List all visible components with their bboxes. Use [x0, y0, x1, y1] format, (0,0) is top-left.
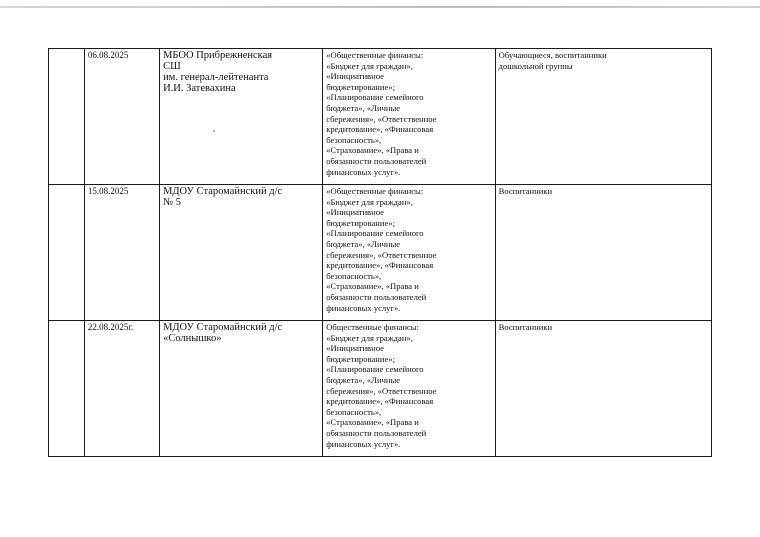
topic-line: финансовых услуг».	[326, 438, 401, 449]
topic-line: «Общественные финансы:	[326, 50, 424, 60]
audience-line: Воспитанники	[498, 322, 553, 332]
topic-line: «Инициативное	[326, 343, 384, 354]
topic-cell	[323, 185, 495, 321]
organization-cell	[160, 185, 323, 321]
topic-line: сбережения», «Ответственное	[326, 385, 437, 396]
scan-top-edge	[0, 6, 760, 8]
topic-line: Общественные финансы:	[326, 322, 419, 332]
topic-line: бюджетирование»;	[326, 353, 395, 364]
topic-cell	[323, 49, 495, 185]
audience-line: дошкольной группы	[498, 60, 573, 71]
topic-line: бюджета», «Личные	[326, 238, 401, 249]
schedule-table-body	[49, 49, 712, 457]
organization-line: СШ	[163, 61, 181, 72]
row-number-cell	[49, 321, 85, 457]
topic-line: сбережения», «Ответственное	[326, 249, 437, 260]
topic-line: кредитование», «Финансовая	[326, 124, 434, 135]
topic-cell	[323, 321, 495, 457]
organization-line: МДОУ Старомайнский д/с	[163, 322, 283, 333]
topic-line: «Бюджет для граждан»,	[326, 60, 413, 71]
organization-line: МБОО Прибрежненская	[163, 50, 273, 61]
topic-line: «Инициативное	[326, 207, 384, 218]
table-row	[49, 321, 712, 457]
date-cell: 15.08.2025	[84, 185, 159, 321]
topic-line: «Планирование семейного	[326, 228, 424, 239]
topic-line: бюджета», «Личные	[326, 374, 401, 385]
organization-cell	[160, 321, 323, 457]
table-row	[49, 185, 712, 321]
audience-cell	[495, 49, 711, 185]
organization-line: МДОУ Старомайнский д/с	[163, 186, 283, 197]
topic-line: «Планирование семейного	[326, 364, 424, 375]
organization-line: им. генерал-лейтенанта	[163, 72, 269, 83]
row-number-cell	[49, 185, 85, 321]
topic-line: «Планирование семейного	[326, 92, 424, 103]
audience-line: Воспитанники	[498, 186, 553, 196]
topic-line: безопасность»,	[326, 134, 382, 145]
organization-cell	[160, 49, 323, 185]
audience-cell	[495, 321, 711, 457]
topic-line: безопасность»,	[326, 270, 382, 281]
topic-line: «Страхование», «Права и	[326, 281, 419, 292]
topic-line: кредитование», «Финансовая	[326, 260, 434, 271]
audience-line: Обучающиеся, воспитанники	[498, 50, 607, 60]
audience-cell	[495, 185, 711, 321]
topic-line: «Бюджет для граждан»,	[326, 332, 413, 343]
topic-line: бюджетирование»;	[326, 81, 395, 92]
topic-line: безопасность»,	[326, 406, 382, 417]
row-number-cell	[49, 49, 85, 185]
topic-line: обязанности пользователей	[326, 155, 427, 166]
topic-line: «Страхование», «Права и	[326, 145, 419, 156]
topic-line: бюджетирование»;	[326, 217, 395, 228]
topic-line: сбережения», «Ответственное	[326, 113, 437, 124]
topic-line: обязанности пользователей	[326, 291, 427, 302]
topic-line: кредитование», «Финансовая	[326, 396, 434, 407]
topic-line: обязанности пользователей	[326, 427, 427, 438]
schedule-table	[48, 48, 712, 457]
date-cell: 06.08.2025	[84, 49, 159, 185]
date-cell: 22.08.2025г.	[84, 321, 159, 457]
topic-line: «Инициативное	[326, 71, 384, 82]
organization-line: № 5	[163, 197, 181, 208]
topic-line: «Общественные финансы:	[326, 186, 424, 196]
topic-line: «Бюджет для граждан»,	[326, 196, 413, 207]
topic-line: финансовых услуг».	[326, 166, 401, 177]
topic-line: бюджета», «Личные	[326, 102, 401, 113]
topic-line: финансовых услуг».	[326, 302, 401, 313]
table-row	[49, 49, 712, 185]
organization-line: «Солнышко»	[163, 333, 222, 344]
topic-line: «Страхование», «Права и	[326, 417, 419, 428]
organization-line: И.И. Затевахина	[163, 83, 236, 94]
